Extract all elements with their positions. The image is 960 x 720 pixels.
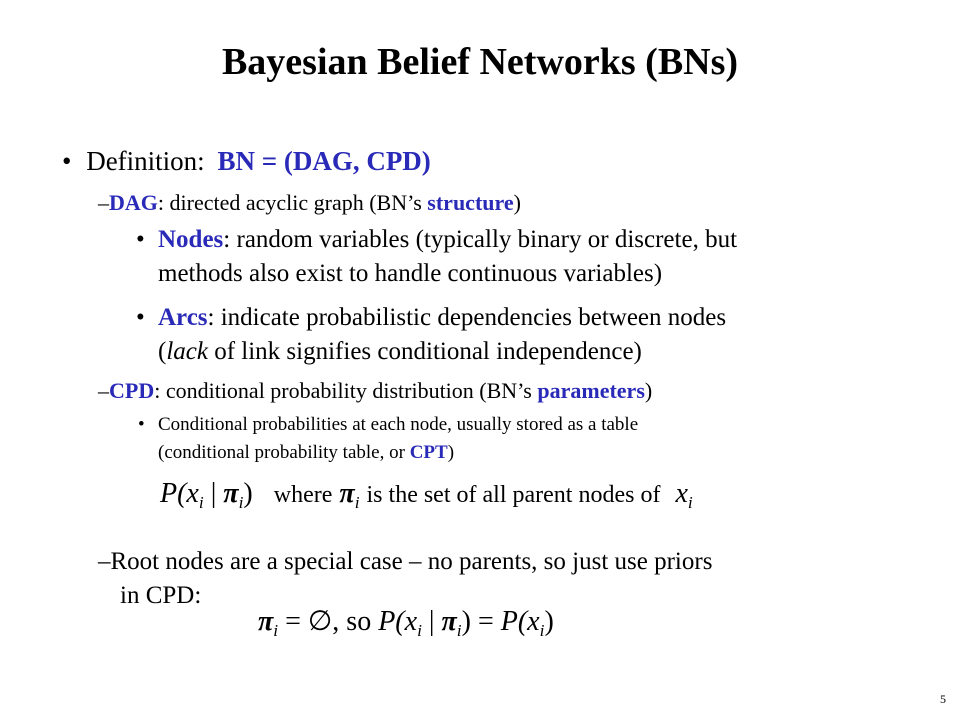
formula2-close: ): [544, 606, 554, 637]
formula1-sub-1: i: [198, 493, 204, 513]
nodes-term: Nodes: [158, 226, 224, 253]
arcs-line-1: [158, 304, 726, 332]
root-line-1: [98, 548, 712, 576]
formula2-p2: P(x: [500, 606, 540, 637]
formula1-lhs: P(x: [160, 478, 199, 509]
arcs-line-2: [158, 338, 642, 366]
dag-text-a: : directed acyclic graph (BN’s: [157, 190, 428, 215]
formula1-pi-2: π: [339, 478, 355, 509]
formula2-sub-3: i: [456, 621, 462, 641]
formula2-sub-2: i: [417, 621, 422, 641]
formula1-bar: |: [203, 478, 224, 509]
cpd-emph: parameters: [537, 378, 645, 403]
formula1-pi: π: [223, 478, 239, 509]
arcs-paren: (: [158, 338, 167, 365]
formula1-x: x: [675, 478, 688, 509]
cond-prob-bullet: •: [138, 414, 145, 435]
dag-emph: structure: [427, 190, 514, 215]
cpd-term: CPD: [109, 378, 155, 403]
arcs-term: Arcs: [158, 304, 208, 331]
formula1-close: ): [243, 478, 253, 509]
formula2-eq: = ∅, so: [278, 606, 379, 637]
formula2-sub-4: i: [539, 621, 545, 641]
cond-prob-text-b: ): [447, 442, 455, 463]
cpd-text-a: : conditional probability distribution (BN’s: [154, 378, 538, 403]
page-number: 5: [940, 692, 946, 706]
root-line-2: in CPD:: [120, 582, 202, 609]
formula1-sub-4: i: [687, 493, 693, 513]
cond-prob-text-a: (conditional probability table, or: [158, 442, 410, 463]
cond-prob-line-2: [158, 442, 454, 464]
arcs-text-1: : indicate probabilistic dependencies between nodes: [207, 304, 727, 331]
formula1-sub-2: i: [238, 493, 244, 513]
arcs-lack: lack: [166, 338, 208, 365]
cond-prob-line-1: Conditional probabilities at each node, usually stored as a table: [158, 414, 639, 435]
formula2-close-eq: ) =: [461, 606, 501, 637]
cpt-formula: [160, 478, 693, 513]
root-dash: –: [98, 548, 111, 575]
dag-dash: –: [98, 190, 109, 215]
dag-line: [98, 190, 521, 216]
cpd-dash: –: [98, 378, 109, 403]
dag-term: DAG: [109, 190, 158, 215]
formula2-pi: π: [258, 606, 274, 637]
definition-label: Definition:: [86, 146, 205, 176]
definition-line: [62, 146, 431, 177]
formula2-sub-1: i: [273, 621, 279, 641]
formula2-bar: |: [421, 606, 442, 637]
formula1-sub-3: i: [354, 493, 360, 513]
root-formula: [258, 604, 554, 641]
cpd-text-b: ): [644, 378, 653, 403]
arcs-text-2: of link signifies conditional independence): [207, 338, 642, 365]
definition-value: BN = (DAG, CPD): [217, 146, 431, 176]
formula1-where: where: [273, 482, 333, 508]
nodes-text-1: : random variables (typically binary or discrete, but: [223, 226, 738, 253]
nodes-line-1: [158, 226, 737, 254]
root-text-1: Root nodes are a special case – no parents, so just use priors: [110, 548, 713, 575]
cpt-term: CPT: [409, 442, 448, 463]
nodes-line-2: methods also exist to handle continuous variables): [158, 260, 663, 287]
cpd-line: [98, 378, 652, 404]
dag-text-b: ): [513, 190, 521, 215]
nodes-bullet: •: [136, 226, 145, 253]
definition-bullet: •: [62, 146, 72, 176]
formula2-pi-2: π: [441, 606, 457, 637]
formula2-p1: P(x: [378, 606, 418, 637]
arcs-bullet: •: [136, 304, 145, 331]
slide-title: Bayesian Belief Networks (BNs): [221, 41, 739, 83]
formula1-rest: is the set of all parent nodes of: [366, 482, 661, 508]
